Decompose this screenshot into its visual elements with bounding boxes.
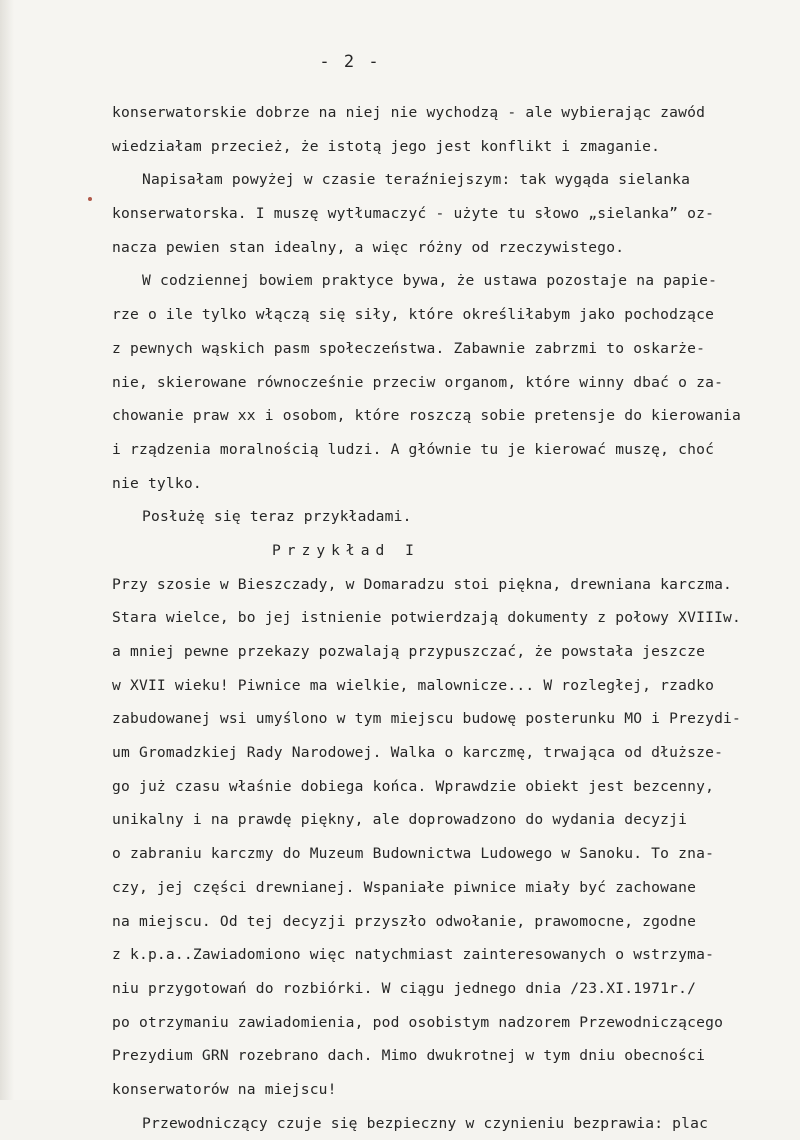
text-line: o zabraniu karczmy do Muzeum Budownictwa Ludowego w Sanoku. To zna- bbox=[112, 845, 715, 863]
text-line: um Gromadzkiej Rady Narodowej. Walka o karczmę, trwająca od dłuższe- bbox=[112, 744, 724, 762]
body-text bbox=[112, 96, 792, 1140]
text-line: na miejscu. Od tej decyzji przyszło odwołanie, prawomocne, zgodne bbox=[112, 912, 697, 930]
text-line: go już czasu właśnie dobiega końca. Wprawdzie obiekt jest bezcenny, bbox=[112, 777, 715, 795]
text-line: Prezydium GRN rozebrano dach. Mimo dwukrotnej w tym dniu obecności bbox=[112, 1047, 706, 1065]
text-line: po otrzymaniu zawiadomienia, pod osobistym nadzorem Przewodniczącego bbox=[112, 1013, 724, 1031]
text-line: Napisałam powyżej w czasie teraźniejszym: tak wygąda sielanka bbox=[142, 171, 691, 189]
text-line: a mniej pewne przekazy pozwalają przypuszczać, że powstała jeszcze bbox=[112, 643, 706, 660]
text-line: nacza pewien stan idealny, a więc różny od rzeczywistego. bbox=[112, 238, 625, 256]
text-line: w XVII wieku! Piwnice ma wielkie, malownicze... W rozległej, rzadko bbox=[112, 676, 715, 694]
text-line: nie, skierowane równocześnie przeciw organom, które winny dbać o za- bbox=[112, 373, 724, 391]
text-line: Przewodniczący czuje się bezpieczny w czynieniu bezprawia: plac bbox=[142, 1114, 709, 1132]
text-line: Przy szosie w Bieszczady, w Domaradzu stoi piękna, drewniana karczma. bbox=[112, 575, 733, 593]
text-line: konserwatorskie dobrze na niej nie wychodzą - ale wybierając zawód bbox=[112, 104, 706, 121]
text-line: nie tylko. bbox=[112, 474, 202, 492]
page-number: - 2 - bbox=[319, 52, 381, 72]
text-line: konserwatorska. I muszę wytłumaczyć - użyte tu słowo „sielanka” oz- bbox=[112, 205, 715, 223]
text-line: i rządzenia moralnością ludzi. A głównie tu je kierować muszę, choć bbox=[112, 440, 715, 458]
text-line: rze o ile tylko włączą się siły, które określiłabym jako pochodzące bbox=[112, 306, 715, 324]
text-line: z k.p.a..Zawiadomiono więc natychmiast zainteresowanych o wstrzyma- bbox=[112, 946, 715, 964]
text-line: Stara wielce, bo jej istnienie potwierdzają dokumenty z połowy XVIIIw. bbox=[112, 609, 742, 627]
text-line: W codziennej bowiem praktyce bywa, że ustawa pozostaje na papie- bbox=[142, 272, 718, 290]
ink-mark bbox=[88, 197, 92, 201]
text-line: niu przygotowań do rozbiórki. W ciągu jednego dnia /23.XI.1971r./ bbox=[112, 979, 697, 997]
text-line: konserwatorów na miejscu! bbox=[112, 1080, 337, 1098]
text-line: unikalny i na prawdę piękny, ale doprowadzono do wydania decyzji bbox=[112, 811, 688, 829]
text-line: chowanie praw xx i osobom, które roszczą sobie pretensje do kierowania bbox=[112, 407, 742, 425]
text-line: Posłużę się teraz przykładami. bbox=[142, 508, 412, 526]
text-line: z pewnych wąskich pasm społeczeństwa. Zabawnie zabrzmi to oskarże- bbox=[112, 339, 706, 357]
section-heading: Przykład I bbox=[272, 541, 420, 559]
text-line: wiedziałam przecież, że istotą jego jest konflikt i zmaganie. bbox=[112, 137, 661, 155]
text-line: zabudowanej wsi umyślono w tym miejscu budowę posterunku MO i Prezydi- bbox=[112, 710, 742, 728]
text-line: czy, jej części drewnianej. Wspaniałe piwnice miały być zachowane bbox=[112, 878, 697, 896]
